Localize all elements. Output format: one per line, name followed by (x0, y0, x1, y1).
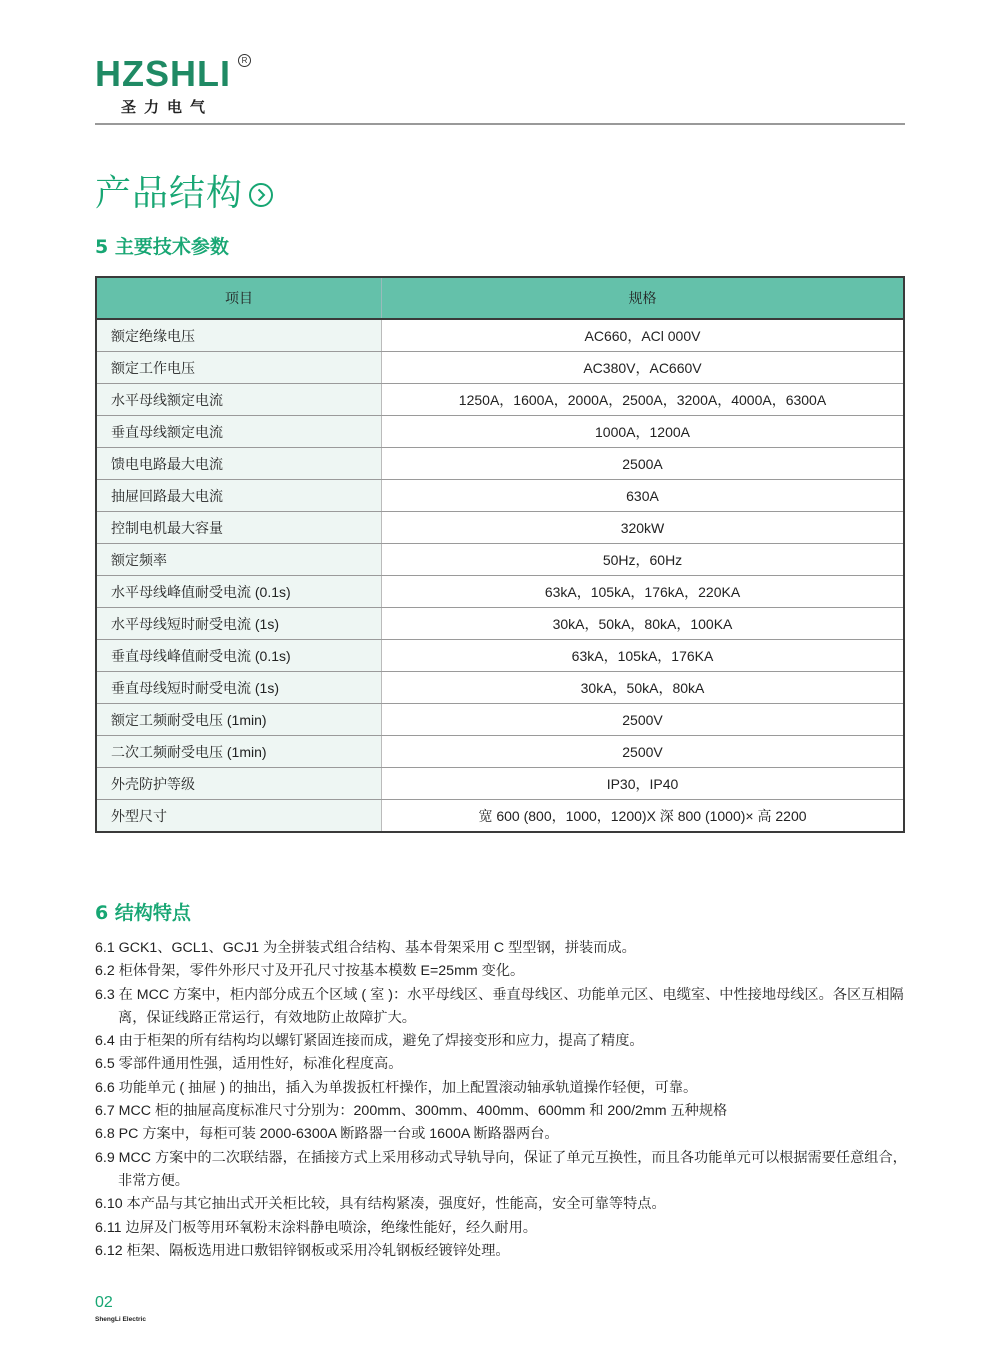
feature-item: 6.5 零部件通用性强，适用性好，标准化程度高。 (95, 1056, 403, 1073)
param-item-cell: 外壳防护等级 (96, 768, 382, 800)
chevron-right-circle-icon (249, 183, 273, 207)
param-spec-cell: 63kA，105kA，176kA，220KA (382, 576, 905, 608)
param-item-cell: 抽屉回路最大电流 (96, 480, 382, 512)
param-spec-cell: 1000A，1200A (382, 416, 905, 448)
column-header-item: 项目 (96, 277, 382, 319)
table-row (96, 800, 904, 833)
feature-item: 6.10 本产品与其它抽出式开关柜比较，具有结构紧凑，强度好，性能高，安全可靠等特点。 (95, 1196, 666, 1213)
column-header-spec: 规格 (382, 277, 905, 319)
table-row (96, 768, 904, 800)
table-row (96, 576, 904, 608)
feature-list (95, 937, 910, 1263)
table-row (96, 608, 904, 640)
feature-item: 6.6 功能单元 ( 抽屉 ) 的抽出，插入为单拨扳杠杆操作，加上配置滚动轴承轨道操作轻便，可靠。 (95, 1079, 698, 1096)
feature-item: 6.12 柜架、隔板选用进口敷铝锌钢板或采用冷轧钢板经镀锌处理。 (95, 1242, 510, 1259)
table-header-row (96, 277, 904, 319)
param-item-cell: 垂直母线额定电流 (96, 416, 382, 448)
param-item-cell: 外型尺寸 (96, 800, 382, 833)
feature-item: 6.1 GCK1、GCL1、GCJ1 为全拼装式组合结构、基本骨架采用 C 型型钢，拼装而成。 (95, 940, 636, 956)
table-row (96, 736, 904, 768)
table-row (96, 416, 904, 448)
param-spec-cell: 630A (382, 480, 905, 512)
param-spec-cell: 1250A，1600A，2000A，2500A，3200A，4000A，6300A (382, 384, 905, 416)
param-spec-cell: IP30，IP40 (382, 768, 905, 800)
table-row (96, 544, 904, 576)
feature-item: 6.9 MCC 方案中的二次联结器，在插接方式上采用移动式导轨导向，保证了单元互换性，而且各功能单元可以根据需要任意组合，非常方便。 (95, 1149, 907, 1189)
table-row (96, 384, 904, 416)
logo-text: HZSHLI (95, 53, 231, 94)
header-divider (95, 123, 905, 125)
param-spec-cell: 30kA，50kA，80kA，100KA (382, 608, 905, 640)
feature-item: 6.8 PC 方案中，每柜可装 2000-6300A 断路器一台或 1600A 断路器两台。 (95, 1126, 559, 1143)
param-spec-cell: AC660，ACl 000V (382, 319, 905, 352)
param-spec-cell: 63kA，105kA，176KA (382, 640, 905, 672)
param-item-cell: 水平母线额定电流 (96, 384, 382, 416)
param-item-cell: 馈电电路最大电流 (96, 448, 382, 480)
section-heading-tech-params: 5 主要技术参数 (95, 236, 229, 258)
param-item-cell: 控制电机最大容量 (96, 512, 382, 544)
feature-item: 6.7 MCC 柜的抽屉高度标准尺寸分别为：200mm、300mm、400mm、600mm 和 200/2mm 五种规格 (95, 1103, 728, 1120)
page-number: 02 (95, 1294, 113, 1311)
param-item-cell: 额定工频耐受电压 (1min) (96, 704, 382, 736)
section-heading-structure-features: 6 结构特点 (95, 902, 191, 924)
param-item-cell: 水平母线峰值耐受电流 (0.1s) (96, 576, 382, 608)
feature-item: 6.3 在 MCC 方案中，柜内部分成五个区域 ( 室 )：水平母线区、垂直母线区、功能单元区、电缆室、中性接地母线区。各区互相隔离，保证线路正常运行，有效地防止故障扩大。 (95, 986, 904, 1026)
footer-brand: ShengLi Electric (95, 1316, 146, 1323)
param-item-cell: 垂直母线峰值耐受电流 (0.1s) (96, 640, 382, 672)
param-spec-cell: 2500V (382, 736, 905, 768)
param-item-cell: 二次工频耐受电压 (1min) (96, 736, 382, 768)
table-row (96, 672, 904, 704)
feature-item: 6.4 由于柜架的所有结构均以螺钉紧固连接而成，避免了焊接变形和应力，提高了精度。 (95, 1033, 644, 1050)
table-row (96, 704, 904, 736)
param-spec-cell: 30kA，50kA，80kA (382, 672, 905, 704)
param-spec-cell: 宽 600 (800，1000，1200)X 深 800 (1000)× 高 2200 (382, 800, 905, 833)
brand-logo (95, 53, 248, 117)
param-item-cell: 额定频率 (96, 544, 382, 576)
param-spec-cell: 2500A (382, 448, 905, 480)
table-row (96, 319, 904, 352)
logo-subtitle: 圣力电气 (121, 98, 214, 116)
param-item-cell: 垂直母线短时耐受电流 (1s) (96, 672, 382, 704)
param-spec-cell: 320kW (382, 512, 905, 544)
table-row (96, 352, 904, 384)
feature-item: 6.11 边屏及门板等用环氧粉末涂料静电喷涂，绝缘性能好，经久耐用。 (95, 1219, 537, 1236)
param-item-cell: 水平母线短时耐受电流 (1s) (96, 608, 382, 640)
table-row (96, 448, 904, 480)
page-title: 产品结构 (95, 173, 244, 214)
registered-mark-icon: R (238, 54, 251, 67)
table-row (96, 512, 904, 544)
param-spec-cell: 50Hz，60Hz (382, 544, 905, 576)
table-row (96, 640, 904, 672)
table-row (96, 480, 904, 512)
param-item-cell: 额定工作电压 (96, 352, 382, 384)
spec-table (95, 276, 905, 833)
param-spec-cell: 2500V (382, 704, 905, 736)
feature-item: 6.2 柜体骨架，零件外形尺寸及开孔尺寸按基本模数 E=25mm 变化。 (95, 963, 525, 980)
param-item-cell: 额定绝缘电压 (96, 319, 382, 352)
param-spec-cell: AC380V，AC660V (382, 352, 905, 384)
